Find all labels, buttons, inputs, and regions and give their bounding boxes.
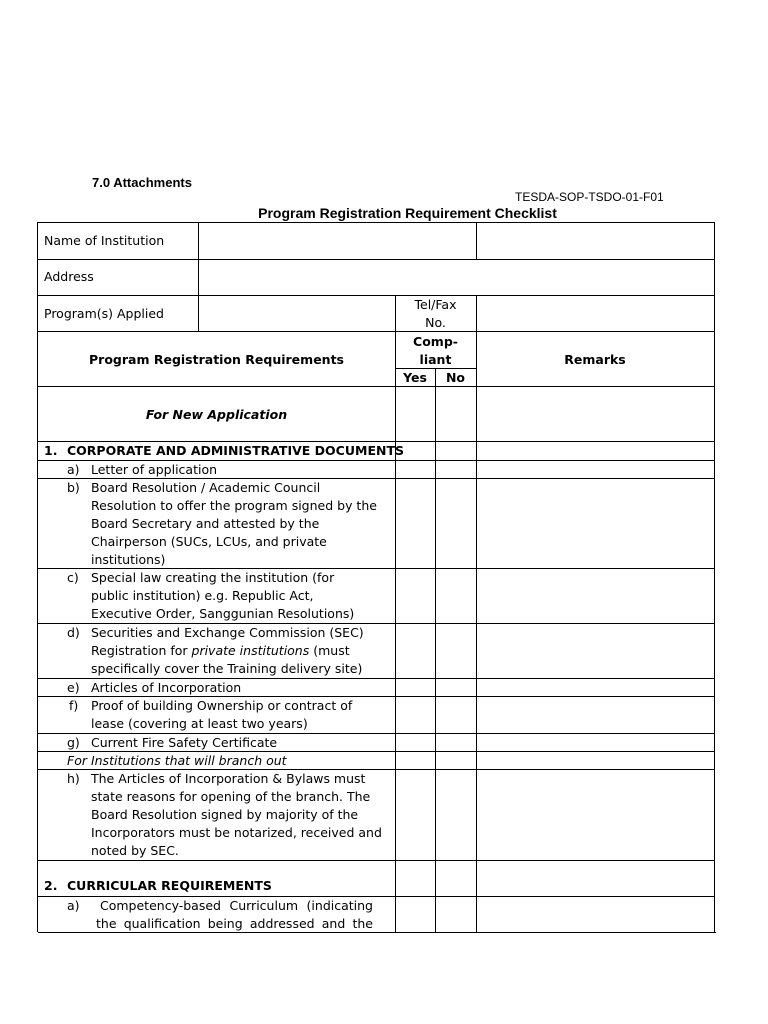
section1-number: 1. (44, 443, 58, 458)
item-text: The Articles of Incorporation & Bylaws must state reasons for opening of the branch. The Board Resolution signed by majority of the Incorporators must be notarized, received and noted by SEC. (91, 771, 382, 858)
item-text-line: the qualification being addressed and the (96, 916, 373, 931)
item-text: Proof of building Ownership or contract of lease (covering at least two years) (91, 698, 353, 731)
item-letter: c) (67, 570, 79, 585)
section1-title: CORPORATE AND ADMINISTRATIVE DOCUMENTS (67, 443, 404, 458)
item-letter: h) (67, 771, 80, 786)
telfax-label: Tel/Fax No. (414, 297, 457, 330)
item-text (91, 624, 364, 678)
programs-label: Program(s) Applied (44, 306, 164, 321)
item-letter: g) (67, 735, 80, 750)
section2-title: CURRICULAR REQUIREMENTS (67, 878, 272, 893)
remarks-header: Remarks (564, 352, 626, 367)
document-title: Program Registration Requirement Checklist (258, 205, 557, 221)
item-letter: e) (67, 680, 80, 695)
item-text: Special law creating the institution (for public institution) e.g. Republic Act, Executive Order, Sanggunian Resolutions) (91, 570, 355, 621)
section-heading: 7.0 Attachments (92, 175, 192, 190)
item-text: Articles of Incorporation (91, 680, 242, 695)
item-text-line: (must (309, 643, 350, 658)
address-label: Address (44, 269, 94, 284)
item-text-line: Securities and Exchange Commission (SEC) (91, 625, 364, 640)
item-text-line: Competency-based Curriculum (indicating (100, 898, 373, 913)
branch-note: For Institutions that will branch out (67, 753, 287, 768)
item-letter: b) (67, 480, 80, 495)
requirements-header: Program Registration Requirements (89, 352, 344, 367)
checklist-table (37, 222, 715, 932)
institution-label: Name of Institution (44, 233, 165, 248)
item-text-emphasis: private institutions (191, 643, 310, 658)
item-letter: a) (67, 898, 80, 913)
item-letter: f) (69, 698, 79, 713)
no-header: No (445, 370, 466, 385)
form-code: TESDA-SOP-TSDO-01-F01 (515, 190, 664, 204)
item-text: Current Fire Safety Certificate (91, 735, 278, 750)
compliant-header: Comp- liant (413, 334, 458, 367)
item-letter: d) (67, 625, 80, 640)
yes-header: Yes (403, 370, 427, 385)
item-text: Board Resolution / Academic Council Resolution to offer the program signed by the Board Secretary and attested by the Chairperson (SUCs, LCUs, and private institutions) (91, 480, 377, 567)
item-text-line: specifically cover the Training delivery site) (91, 661, 363, 676)
item-letter: a) (67, 462, 80, 477)
section2-number: 2. (44, 878, 58, 893)
new-application-label: For New Application (145, 407, 288, 422)
item-text: Letter of application (91, 462, 218, 477)
item-text-line: Registration for (91, 643, 192, 658)
